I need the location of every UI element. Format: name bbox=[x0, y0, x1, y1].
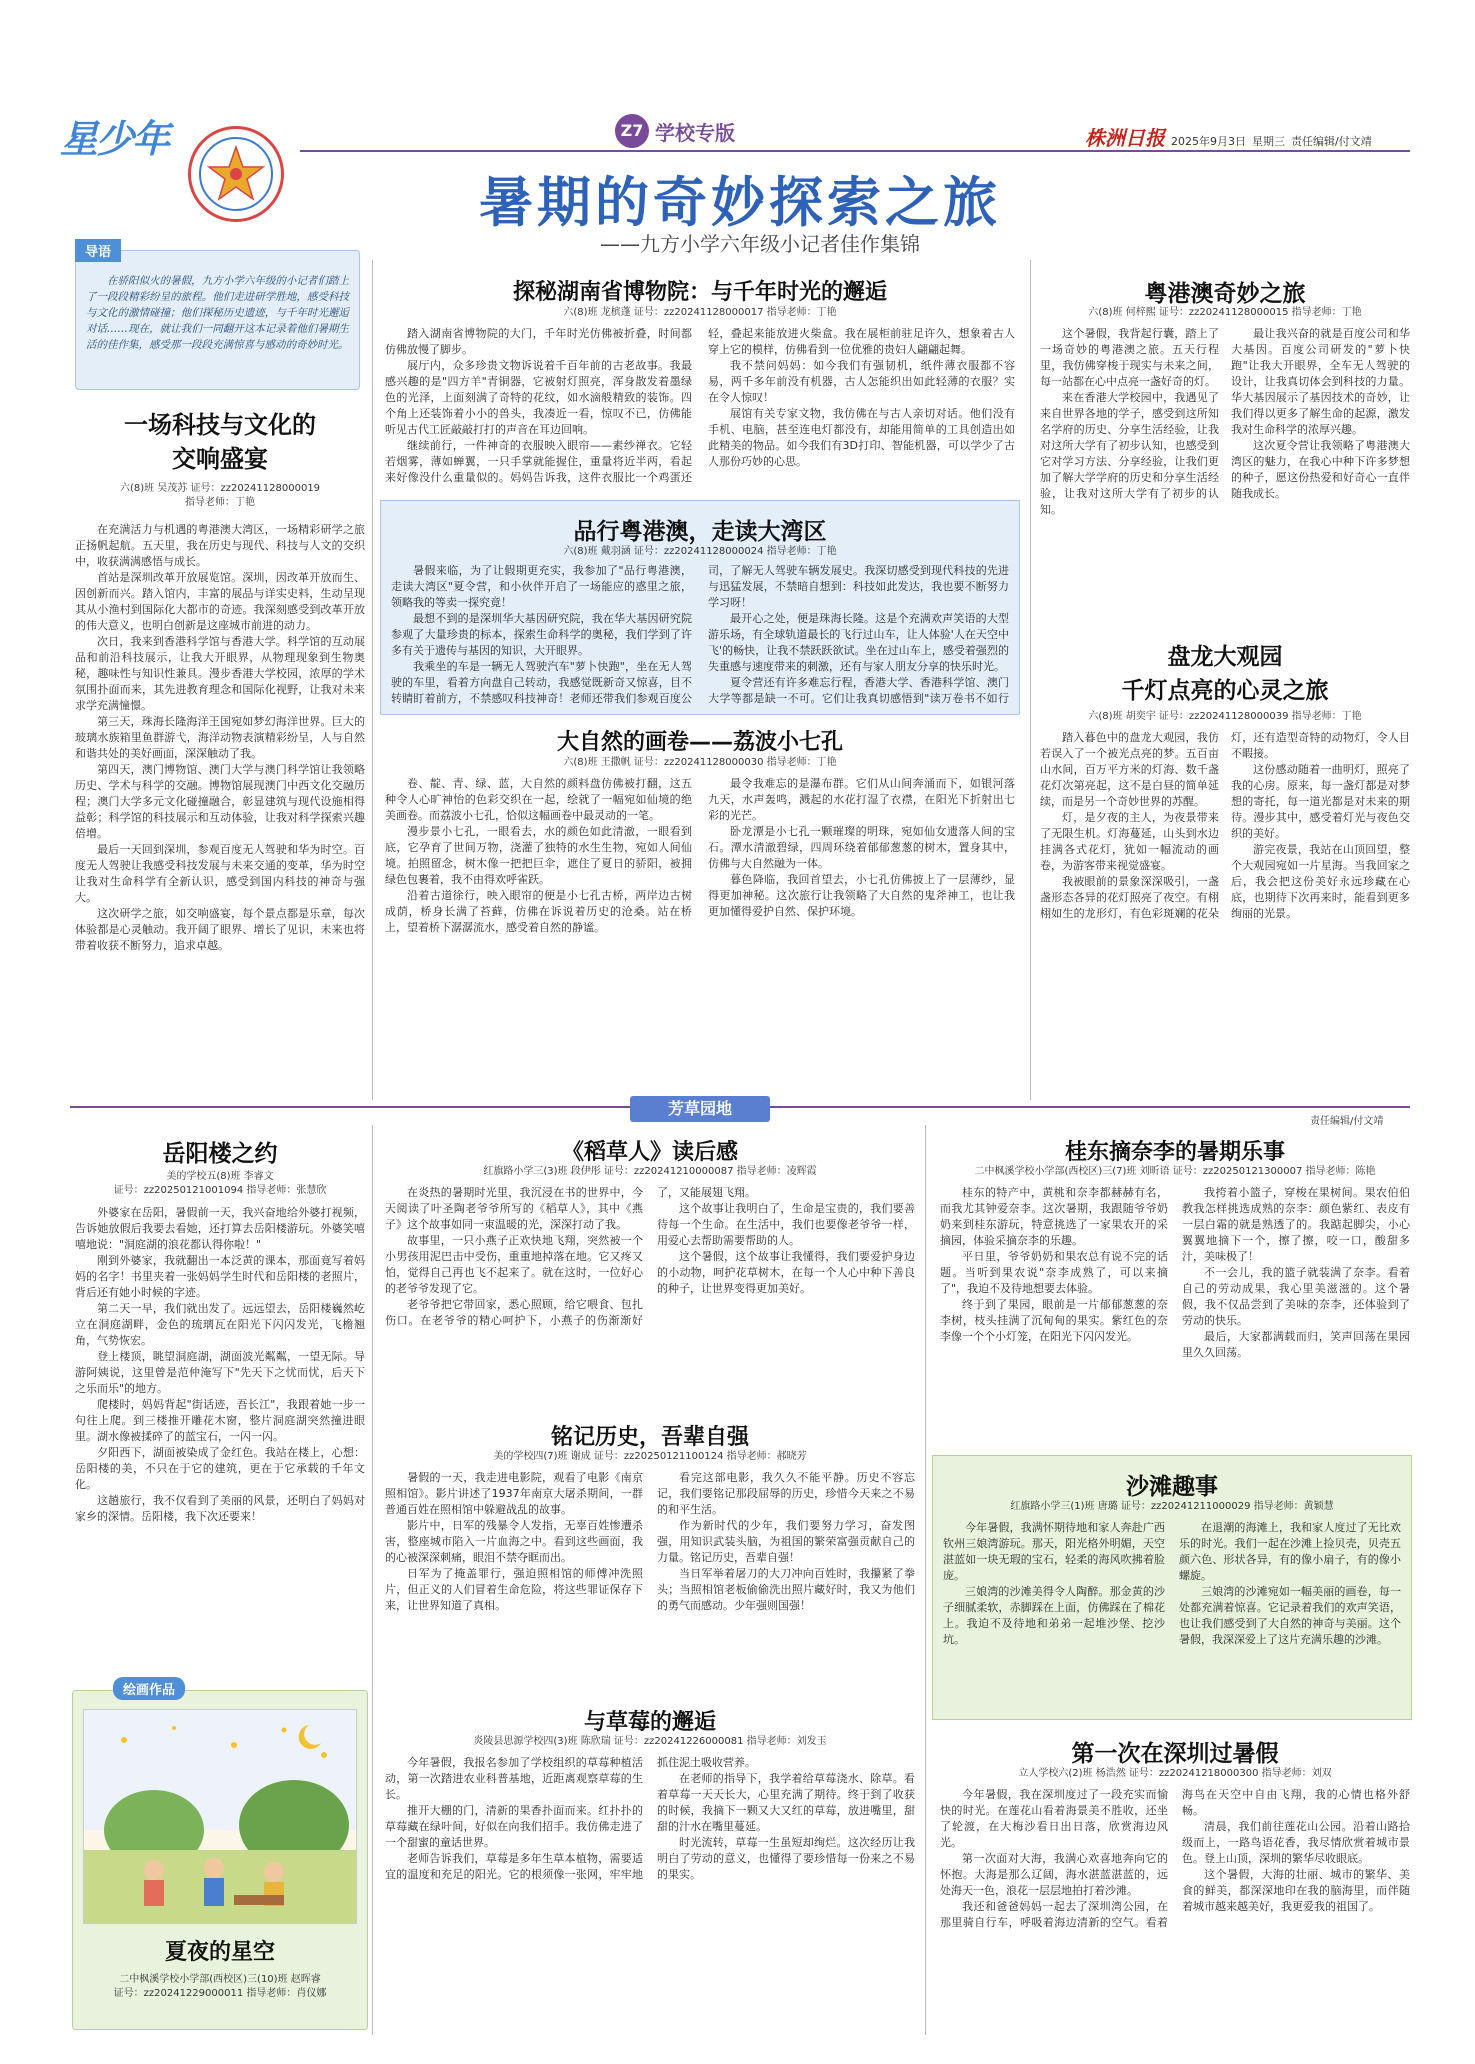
article-byline: 红旗路小学三(1)班 唐璐 证号：zz20241211000029 指导老师：黄颖慧 bbox=[1010, 1501, 1334, 1512]
article-body bbox=[385, 326, 1015, 491]
article-title: 《稻草人》读后感 bbox=[561, 1140, 738, 1165]
title-line: 千灯点亮的心灵之旅 bbox=[1121, 678, 1329, 704]
painting-byline bbox=[73, 1973, 367, 2001]
newspaper-info bbox=[1085, 122, 1372, 151]
article-title: 探秘湖南省博物院：与千年时光的邂逅 bbox=[512, 280, 887, 305]
article-body bbox=[385, 1185, 915, 1410]
intro-label: 导语 bbox=[75, 239, 121, 262]
paragraph: 在退潮的海滩上，我和家人度过了无比欢乐的时光。我们一起在沙滩上捡贝壳，贝壳五颜六色、形状各异，有的像小扇子，有的像小螺旋。 bbox=[1179, 1521, 1401, 1582]
paragraph: 今年暑假，我满怀期待地和家人奔赴广西钦州三娘湾游玩。那天，阳光格外明媚，天空湛蓝如一块无瑕的宝石，轻柔的海风吹拂着脸庞。 bbox=[943, 1521, 1165, 1582]
intro-box bbox=[75, 245, 360, 390]
paragraph: 这个暑假，这个故事让我懂得，我们要爱护身边的小动物，呵护花草树木，在每一个人心中种下善良的种子，让世界变得更加美好。 bbox=[657, 1250, 915, 1295]
editor-credit: 责任编辑/付文靖 bbox=[1291, 135, 1372, 148]
article-title: 铭记历史，吾辈自强 bbox=[550, 1425, 749, 1450]
badge-number: Z7 bbox=[615, 114, 649, 148]
article-title: 沙滩趣事 bbox=[1126, 1474, 1218, 1500]
title-line: 交响盛宴 bbox=[172, 445, 268, 473]
article-body bbox=[75, 1205, 365, 1660]
paragraph: 我乘坐的车是一辆无人驾驶汽车"萝卜快跑"，坐在无人驾驶的车里，看着方向盘自己转动，我感觉既新奇又惊喜，目不转睛盯着前方，不禁感叹科技神奇！老师还带我们参观百度公司，了解无人驾驶车辆发展史。我深切感受到现代科技的先进与迅猛发展，不禁暗自想到：科技如此发达，我也要不断努力学习呀！ bbox=[391, 564, 1009, 705]
paragraph: 这次夏令营让我领略了粤港澳大湾区的魅力，在我心中种下许多梦想的种子，愿这份热爱和好奇心一直伴随我成长。 bbox=[1231, 439, 1410, 500]
paragraph: 终于到了果园，眼前是一片郁郁葱葱的奈李树，枝头挂满了沉甸甸的果实。紫红色的奈李像一个个小灯笼，在阳光下闪闪发光。 bbox=[940, 1298, 1168, 1343]
paragraph: 清晨，我们前往莲花山公园。沿着山路拾级而上，一路鸟语花香，我尽情欣赏着城市景色。登上山顶，深圳的繁华尽收眼底。 bbox=[1182, 1820, 1410, 1865]
painting-student: 二中枫溪学校小学部(西校区)三(10)班 赵晖睿 bbox=[119, 1974, 321, 1985]
article-body bbox=[385, 1755, 915, 2030]
article-body bbox=[391, 563, 1009, 709]
article-title: 与草莓的邂逅 bbox=[583, 1710, 716, 1735]
main-subtitle: ——九方小学六年级小记者佳作集锦 bbox=[600, 232, 920, 256]
paragraph: 三娘湾的沙滩美得令人陶醉。那金黄的沙子细腻柔软，赤脚踩在上面，仿佛踩在了棉花上。我迫不及待地和弟弟一起堆沙堡、挖沙坑。 bbox=[943, 1585, 1165, 1646]
paragraph: 来在香港大学校园中，我遇见了来自世界各地的学子，感受到这所知名学府的历史、分享生活经验，让我对这所大学有了初步认知，也感受到它对学习方法、分享经验，让我们更加了解大学学府的历史和分享生活经验，让我对这所大学有了初步的认知。 bbox=[1040, 391, 1219, 516]
paragraph: 在充满活力与机遇的粤港澳大湾区，一场精彩研学之旅正扬帆起航。五天里，我在历史与现代、科技与人文的交织中，收获满满感悟与成长。 bbox=[75, 523, 365, 568]
paragraph: 这个暑假，大海的壮丽、城市的繁华、美食的鲜美，都深深地印在我的脑海里，而伴随着城市越来越美好，我更爱我的祖国了。 bbox=[1182, 1868, 1410, 1913]
paragraph: 这个暑假，我背起行囊，踏上了一场奇妙的粤港澳之旅。五天行程里，我仿佛穿梭于现实与未来之间，每一站都在心中点亮一盏好奇的灯。 bbox=[1040, 327, 1219, 388]
paragraph: 游完夜景，我站在山顶回望，整个大观园宛如一片星海。当我回家之后，我会把这份美好永远珍藏在心底，也期待下次再来时，能看到更多绚丽的光景。 bbox=[1231, 843, 1410, 920]
paragraph: 日军为了掩盖罪行，强迫照相馆的师傅冲洗照片，但正义的人们冒着生命危险，将这些罪证保存下来，让世界知道了真相。 bbox=[385, 1567, 643, 1612]
article-title bbox=[80, 408, 360, 476]
issue-date: 2025年9月3日 bbox=[1171, 135, 1246, 148]
paragraph: 最开心之处，便是珠海长隆。这是个充满欢声笑语的大型游乐场，有全球轨道最长的飞行过山车，让人体验'人在天空中飞'的畅快，让我不禁跃跃欲试。坐在过山车上，感受着强烈的失重感与速度带来的刺激，还有与家人朋友分享的快乐时光。 bbox=[708, 612, 1009, 673]
paragraph: 这份感动随着一曲明灯，照亮了我的心房。原来，每一盏灯都是对梦想的寄托，每一道光都是对未来的期待。漫步其中，感受着灯光与夜色交织的美好。 bbox=[1231, 763, 1410, 840]
title-line: 一场科技与文化的 bbox=[124, 411, 316, 439]
paragraph: 桂东的特产中，黄桃和奈李都赫赫有名，而我尤其钟爱奈李。这次暑期，我跟随爷爷奶奶来到桂东游玩，特意挑选了一家果农开的采摘园，体验采摘奈李的乐趣。 bbox=[940, 1186, 1168, 1247]
painting-box bbox=[72, 1683, 368, 2030]
paragraph: 首站是深圳改革开放展览馆。深圳，因改革开放而生、因创新而兴。踏入馆内，丰富的展品与详实史料，生动呈现其从小渔村到国际化大都市的奇迹。我深刻感受到改革开放的伟大意义，也明白创新是这座城市前进的动力。 bbox=[75, 571, 365, 632]
paragraph: 第二天一早，我们就出发了。远远望去，岳阳楼巍然屹立在洞庭湖畔，金色的琉璃瓦在阳光下闪闪发光，飞檐翘角，气势恢宏。 bbox=[75, 1302, 365, 1347]
paragraph: 我挎着小篮子，穿梭在果树间。果农伯伯教我怎样挑选成熟的奈李：颜色紫红、表皮有一层白霜的就是熟透了的。我踮起脚尖，小心翼翼地摘下一个，擦了擦，咬一口，酸甜多汁，美味极了！ bbox=[1182, 1186, 1410, 1263]
article-body bbox=[943, 1520, 1401, 1714]
school-emblem bbox=[188, 126, 284, 222]
paragraph: 继续前行，一件神奇的衣服映入眼帘——素纱禅衣。它轻若烟雾，薄如蝉翼，一只手掌就能握住，重量将近半两，看起来好像没什么重量似的。妈妈告诉我，这件衣服比一个鸡蛋还轻，叠起来能放进火柴盒。我在展柜前驻足许久，想象着古人穿上它的模样，仿佛看到一位优雅的贵妇人翩翩起舞。 bbox=[385, 327, 1015, 484]
paragraph: 这趟旅行，我不仅看到了美丽的风景，还明白了妈妈对家乡的深情。岳阳楼，我下次还要来！ bbox=[75, 1494, 365, 1523]
masthead-logo bbox=[60, 108, 200, 161]
main-title: 暑期的奇妙探索之旅 bbox=[479, 171, 1001, 234]
article-byline: 六(8)班 何梓熙 证号：zz20241128000015 指导老师：丁艳 bbox=[1088, 307, 1362, 318]
paragraph: 暑假的一天，我走进电影院，观看了电影《南京照相馆》。影片讲述了1937年南京大屠杀期间，一群普通百姓在照相馆中躲避战乱的故事。 bbox=[385, 1471, 643, 1516]
article-byline bbox=[75, 1170, 365, 1198]
article-box bbox=[380, 500, 1020, 715]
paragraph: 当日军举着屠刀的大刀冲向百姓时，我攥紧了拳头；当照相馆老板偷偷洗出照片藏好时，我又为他们的勇气而感动。少年强则国强！ bbox=[657, 1567, 915, 1612]
paragraph: 暮色降临，我回首望去，小七孔仿佛披上了一层薄纱，显得更加神秘。这次旅行让我领略了大自然的鬼斧神工，也让我更加懂得爱护自然、保护环境。 bbox=[708, 873, 1015, 918]
paragraph: 看完这部电影，我久久不能平静。历史不容忘记，我们要铭记那段屈辱的历史，珍惜今天来之不易的和平生活。 bbox=[657, 1471, 915, 1516]
issue-weekday: 星期三 bbox=[1252, 135, 1285, 148]
paragraph: 暑假来临，为了让假期更充实，我参加了"品行粤港澳，走读大湾区"夏令营，和小伙伴开启了一场能应的惑里之旅，领略我的等卖一探究竟！ bbox=[391, 564, 692, 609]
article-title: 大自然的画卷——荔波小七孔 bbox=[556, 730, 843, 755]
section-editor: 责任编辑/付文靖 bbox=[1310, 1116, 1384, 1127]
article-body bbox=[75, 522, 365, 1097]
article-body bbox=[1040, 730, 1410, 1096]
byline-student: 六(8)班 吴茂苏 证号：zz20241128000019 bbox=[119, 483, 321, 494]
article-byline bbox=[70, 482, 370, 510]
paragraph: 推开大棚的门，清新的果香扑面而来。红扑扑的草莓藏在绿叶间，好似在向我们招手。我仿佛走进了一个甜蜜的童话世界。 bbox=[385, 1804, 643, 1849]
article-box bbox=[932, 1455, 1412, 1720]
paragraph: 第一次面对大海，我满心欢喜地奔向它的怀抱。大海是那么辽阔，海水湛蓝湛蓝的，远处海天一色，浪花一层层地拍打着沙滩。 bbox=[940, 1852, 1168, 1897]
starry-night-painting bbox=[84, 1710, 357, 1924]
paragraph: 第四天，澳门博物馆、澳门大学与澳门科学馆让我领略历史、学术与科学的交融。博物馆展现澳门中西文化交融历程；澳门大学多元文化碰撞融合，彰显建筑与现代设施相得益彰；科学馆的科技展示和互动体验，让我对科学探索兴趣倍增。 bbox=[75, 763, 365, 840]
article-byline: 六(8)班 王撒帆 证号：zz20241128000030 指导老师：丁艳 bbox=[563, 757, 837, 768]
article-title: 第一次在深圳过暑假 bbox=[1071, 1741, 1279, 1767]
paragraph: 展馆有关专家文物，我仿佛在与古人亲切对话。他们没有手机、电脑，甚至连电灯都没有，却能用简单的工具创造出如此精美的物品。如今我们有3D打印、智能机器，可以学少了古人那份巧妙的心思。 bbox=[708, 407, 1015, 468]
paragraph: 我被眼前的景象深深吸引，一盏盏形态各异的花灯照亮了夜空。有栩栩如生的龙形灯，有色彩斑斓的花朵灯，还有造型奇特的动物灯，令人目不暇接。 bbox=[1040, 731, 1410, 920]
article-body bbox=[1040, 326, 1410, 626]
paragraph: 登上楼顶，眺望洞庭湖，湖面波光粼粼，一望无际。导游阿姨说，这里曾是范仲淹写下"先天下之忧而忧，后天下之乐而乐"的地方。 bbox=[75, 1350, 365, 1395]
header-rule bbox=[300, 150, 1410, 152]
article-body bbox=[385, 776, 1015, 1096]
paragraph: 踏入暮色中的盘龙大观园，我仿若误入了一个被光点亮的梦。五百亩山水间，百万平方米的灯海、数千盏花灯次第亮起，这不是白昼的简单延续，而是另一个奇妙世界的苏醒。 bbox=[1040, 731, 1219, 808]
article-title: 粤港澳奇妙之旅 bbox=[1144, 281, 1306, 307]
paragraph: 卷、靛、青、绿、蓝，大自然的颜料盘仿佛被打翻，这五种令人心旷神怡的色彩交织在一起，绘就了一幅宛如仙境的绝美画卷。而荔波小七孔，恰似这幅画卷中最灵动的一笔。 bbox=[385, 777, 692, 822]
painting-title: 夏夜的星空 bbox=[164, 1940, 275, 1965]
painting-image bbox=[83, 1709, 357, 1924]
painting-label: 绘画作品 bbox=[113, 1677, 185, 1700]
paragraph: 最令我难忘的是瀑布群。它们从山间奔涌而下，如银河落九天，水声轰鸣，溅起的水花打湿了衣襟，在阳光下折射出七彩的光芒。 bbox=[708, 777, 1015, 822]
article-byline: 六(8)班 戴羽涵 证号：zz20241128000024 指导老师：丁艳 bbox=[563, 546, 837, 557]
paragraph: 最后，大家都满载而归，笑声回荡在果园里久久回荡。 bbox=[1182, 1330, 1410, 1359]
paragraph: 第三天，珠海长隆海洋王国宛如梦幻海洋世界。巨大的玻璃水族箱里鱼群游弋，海洋动物表演精彩纷呈，人与自然和谐共处的美好画面，深深触动了我。 bbox=[75, 715, 365, 760]
article-byline: 炎陵县思源学校四(3)班 陈欣瑞 证号：zz20241226000081 指导老师：刘发玉 bbox=[473, 1736, 827, 1747]
paragraph: 沿着古道徐行，映入眼帘的便是小七孔古桥，两岸边古树成荫，桥身长满了苔藓，仿佛在诉说着历史的沧桑。站在桥上，望着桥下潺潺流水，感受着自然的静谧。 bbox=[385, 889, 692, 934]
paragraph: 在老师的指导下，我学着给草莓浇水、除草。看着草莓一天天长大，心里充满了期待。终于到了收获的时候，我摘下一颗又大又红的草莓，放进嘴里，甜甜的汁水在嘴里蔓延。 bbox=[657, 1772, 915, 1833]
star-emblem-icon bbox=[191, 129, 281, 219]
article-byline: 二中枫溪学校小学部(西校区)三(7)班 刘昕语 证号：zz20250121300007 指导老师：陈艳 bbox=[974, 1166, 1376, 1177]
article-body bbox=[940, 1185, 1410, 1445]
paragraph: 展厅内，众多珍贵文物诉说着千百年前的古老故事。我最感兴趣的是"四方羊"青铜器，它被射灯照亮，浑身散发着墨绿色的光泽，上面刻满了奇特的花纹，如水滴般精致的装饰。四个角上还装饰着小小的兽头，我凑近一看，惊叹不已，仿佛能听见古代工匠敲敲打打的声音在耳边回响。 bbox=[385, 359, 692, 436]
byline-student: 美的学校五(8)班 李睿文 bbox=[166, 1171, 274, 1182]
paragraph: 老爷爷把它带回家，悉心照顾，给它喂食、包扎伤口。在老爷爷的精心呵护下，小燕子的伤渐渐好了，又能展翅飞翔。 bbox=[385, 1186, 756, 1327]
paragraph: 平日里，爷爷奶奶和果农总有说不完的话题。当听到果农说"奈李成熟了，可以来摘了"，我迫不及待地想要去体验。 bbox=[940, 1250, 1168, 1295]
byline-teacher: 指导老师：丁艳 bbox=[185, 497, 255, 508]
section-banner: 芳草园地 bbox=[630, 1096, 770, 1122]
paragraph: 最后一天回到深圳，参观百度无人驾驶和华为时空。百度无人驾驶让我感受科技发展与未来交通的变革，华为时空让我对生命科学有全新认识，感受到国内科技的神奇与强大。 bbox=[75, 843, 365, 904]
article-title: 品行粤港澳，走读大湾区 bbox=[573, 519, 827, 545]
column-divider bbox=[372, 1125, 373, 2035]
article-byline: 立人学校六(2)班 杨浩然 证号：zz20241218000300 指导老师：刘双 bbox=[1018, 1768, 1332, 1779]
byline-number: 证号：zz20250121001094 指导老师：张慧欣 bbox=[113, 1185, 327, 1196]
paragraph: 踏入湖南省博物院的大门，千年时光仿佛被折叠，时间都仿佛放慢了脚步。 bbox=[385, 327, 692, 356]
title-line: 盘龙大观园 bbox=[1167, 644, 1283, 670]
article-byline: 红旗路小学三(3)班 段伊彤 证号：zz20241210000087 指导老师：凌辉霞 bbox=[483, 1166, 817, 1177]
paragraph: 今年暑假，我报名参加了学校组织的草莓种植活动，第一次踏进农业科普基地，近距离观察草莓的生长。 bbox=[385, 1756, 643, 1801]
paragraph: 外婆家在岳阳，暑假前一天，我兴奋地给外婆打视频，告诉她放假后我要去看她，还打算去岳阳楼游玩。外婆笑嘻嘻地说："洞庭湖的浪花都认得你啦！" bbox=[75, 1206, 365, 1251]
paragraph: 漫步景小七孔，一眼看去，水的颜色如此清澈，一眼看到底，它孕育了世间万物，浇灌了独特的水生生物，宛如人间仙境。拍照留念，树木像一把把巨伞，遮住了夏日的骄阳，被拥绿色包裹着，我不由得欢呼雀跃。 bbox=[385, 825, 692, 886]
intro-text: 在骄阳似火的暑假，九方小学六年级的小记者们踏上了一段段精彩纷呈的旅程。他们走进研学胜地，感受科技与文化的激情碰撞；他们探秘历史遗迹，与千年时光邂逅对话……现在，就让我们一同翻开这本记录着他们暑期生活的佳作集，感受那一段段充满惊喜与感动的奇妙时光。 bbox=[86, 275, 349, 351]
paragraph: 我还和爸爸妈妈一起去了深圳湾公园，在那里骑自行车，呼吸着海边清新的空气。看着海鸟在天空中自由飞翔，我的心情也格外舒畅。 bbox=[940, 1788, 1410, 1929]
column-divider bbox=[1030, 260, 1031, 1100]
article-title bbox=[1035, 640, 1415, 708]
paragraph: 夏令营还有许多难忘行程，香港大学、香港科学馆、澳门大学等都是缺一不可。它们让我真切感悟到"读万卷书不如行 bbox=[708, 676, 1009, 705]
paragraph: 三娘湾的沙滩宛如一幅美丽的画卷，每一处都充满着惊喜。它记录着我们的欢声笑语，也让我们感受到了大自然的神奇与美丽。这个暑假，我深深爱上了这片充满乐趣的沙滩。 bbox=[1179, 1585, 1401, 1646]
painting-teacher: 证号：zz20241229000011 指导老师：肖仪娜 bbox=[113, 1988, 327, 1999]
newspaper-name: 株洲日报 bbox=[1085, 126, 1165, 150]
paragraph: 老师告诉我们，草莓是多年生草本植物，需要适宜的温度和充足的阳光。它的根须像一张网，牢牢地抓住泥土吸收营养。 bbox=[385, 1756, 756, 1881]
paragraph: 夕阳西下，湖面被染成了金红色。我站在楼上，心想：岳阳楼的美，不只在于它的建筑，更在于它承载的千年文化。 bbox=[75, 1446, 365, 1491]
paragraph: 在炎热的暑期时光里，我沉浸在书的世界中，今天阅读了叶圣陶老爷爷所写的《稻草人》，其中《燕子》这个故事如同一束温暖的光，深深打动了我。 bbox=[385, 1186, 643, 1231]
paragraph: 刚到外婆家，我就翻出一本泛黄的课本，那面竟写着妈妈的名字！书里夹着一张妈妈学生时代和岳阳楼的老照片，背后还有她小时候的字迹。 bbox=[75, 1254, 365, 1299]
article-body bbox=[385, 1470, 915, 1695]
paragraph: 影片中，日军的残暴令人发指，无辜百姓惨遭杀害，整座城市陷入一片血海之中。看到这些画面，我的心被深深刺痛，眼泪不禁夺眶而出。 bbox=[385, 1519, 643, 1564]
paragraph: 作为新时代的少年，我们要努力学习，奋发图强，用知识武装头脑，为祖国的繁荣富强贡献自己的力量。铭记历史，吾辈自强！ bbox=[657, 1519, 915, 1564]
article-byline: 美的学校四(7)班 谢成 证号：zz20250121100124 指导老师：郝晓芳 bbox=[493, 1451, 807, 1462]
article-byline: 六(8)班 龙槟蓬 证号：zz20241128000017 指导老师：丁艳 bbox=[563, 307, 837, 318]
page-badge bbox=[615, 114, 735, 148]
paragraph: 最让我兴奋的就是百度公司和华大基因。百度公司研发的"萝卜快跑"让我大开眼界，全车无人驾驶的设计，让我真切体会到科技的力量。华大基因展示了基因技术的奇妙，让我们得以更多了解生命的起源，激发我对生命科学的浓厚兴趣。 bbox=[1231, 327, 1410, 436]
paragraph: 这个故事让我明白了，生命是宝贵的，我们要善待每一个生命。在生活中，我们也要像老爷爷一样，用爱心去帮助需要帮助的人。 bbox=[657, 1202, 915, 1247]
paragraph: 最想不到的是深圳华大基因研究院，我在华大基因研究院参观了大量珍贵的标本，探索生命科学的奥秘，我们学到了许多有关于遗传与基因的知识，大开眼界。 bbox=[391, 612, 692, 657]
article-body bbox=[940, 1787, 1410, 2032]
paragraph: 这次研学之旅，如交响盛宴，每个景点都是乐章，每次体验都是心灵触动。我开阔了眼界、增长了见识，未来也将带着收获不断努力，追求卓越。 bbox=[75, 907, 365, 952]
paragraph: 时光流转，草莓一生虽短却绚烂。这次经历让我明白了劳动的意义，也懂得了要珍惜每一份来之不易的果实。 bbox=[657, 1836, 915, 1881]
article-byline: 六(8)班 胡奕宇 证号：zz20241128000039 指导老师：丁艳 bbox=[1088, 711, 1362, 722]
article-title: 岳阳楼之约 bbox=[162, 1141, 278, 1167]
paragraph: 爬楼时，妈妈背起"街话迹，吾长江"，我跟着她一步一句往上爬。到三楼推开雕花木窗，整片洞庭湖突然撞进眼里。湖水像被揉碎了的蓝宝石，一闪一闪。 bbox=[75, 1398, 365, 1443]
logo-text: 星少年 bbox=[60, 117, 169, 161]
paragraph: 卧龙潭是小七孔一颗璀璨的明珠，宛如仙女遗落人间的宝石。潭水清澈碧绿，四周环绕着郁郁葱葱的树木，置身其中，仿佛与大自然融为一体。 bbox=[708, 825, 1015, 870]
paragraph: 今年暑假，我在深圳度过了一段充实而愉快的时光。在莲花山看着海景美不胜收，还坐了轮渡，在大梅沙看日出日落，欣赏海边风光。 bbox=[940, 1788, 1168, 1849]
badge-label: 学校专版 bbox=[655, 120, 735, 145]
column-divider bbox=[372, 260, 373, 1100]
paragraph: 故事里，一只小燕子正欢快地飞翔，突然被一个小男孩用泥巴击中受伤，重重地掉落在地。它又疼又怕，觉得自己再也飞不起来了。就在这时，一位好心的老爷爷发现了它。 bbox=[385, 1234, 643, 1295]
paragraph: 灯，是夕夜的主人，为夜景带来了无限生机。灯海蔓延，山头到水边挂满各式花灯，犹如一幅流动的画卷，为游客带来视觉盛宴。 bbox=[1040, 811, 1219, 872]
column-divider bbox=[925, 1125, 926, 2035]
paragraph: 不一会儿，我的篮子就装满了奈李。看着自己的劳动成果，我心里美滋滋的。这个暑假，我不仅品尝到了美味的奈李，还体验到了劳动的快乐。 bbox=[1182, 1266, 1410, 1327]
paragraph: 次日，我来到香港科学馆与香港大学。科学馆的互动展品和前沿科技展示，让我大开眼界，从物理现象到生物奥秘，趣味性与知识性兼具。漫步香港大学校园，浓厚的学术氛围扑面而来，其先进教育理念和国际化视野，让我对未来求学充满憧憬。 bbox=[75, 635, 365, 712]
article-title: 桂东摘奈李的暑期乐事 bbox=[1064, 1140, 1285, 1165]
paragraph: 我不禁问妈妈：如今我们有强韧机，纸件薄衣服都不容易，两千多年前没有机器，古人怎能织出如此轻薄的衣服？实在令人惊叹！ bbox=[708, 359, 1015, 404]
